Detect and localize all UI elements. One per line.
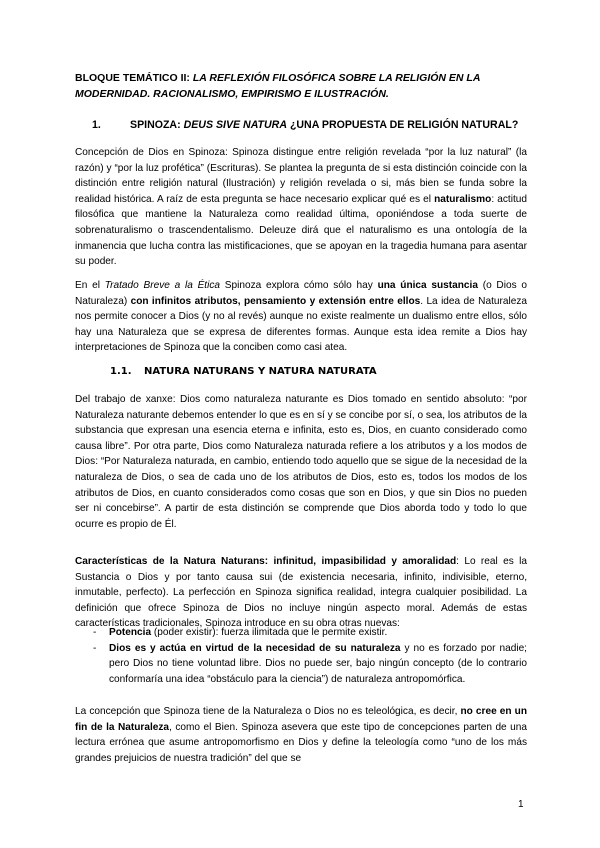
section-1-heading	[92, 118, 532, 132]
p2-bold-sustancia: una única sustancia	[377, 280, 478, 291]
section-1-rest: ¿UNA PROPUESTA DE RELIGIÓN NATURAL?	[289, 119, 519, 131]
block-heading-lead: BLOQUE TEMÁTICO II:	[75, 72, 190, 84]
page-number: 1	[518, 799, 524, 810]
section-1-1-title: NATURA NATURANS Y NATURA NATURATA	[144, 366, 377, 377]
list-dash: -	[93, 642, 97, 654]
paragraph-4	[75, 554, 527, 632]
list-item-1-text: (poder existir): fuerza ilimitada que le permite existir.	[151, 627, 388, 638]
p4-text-b: : Lo real es la Sustancia o Dios y por tanto causa sui (de existencia necesaria, infinito, indivisible, eterno, inmutable, perfecto). La perfección en Spinoza significa realidad, integra cualquier posibilidad. La definición que ofrece Spinoza de Dios no incluye ningún aspecto moral. Además de estas características tradicionales, Spinoza introduce en su obra otras nuevas:	[75, 556, 527, 630]
list-item-2-bold: Dios es y actúa en virtud de la necesidad de su naturaleza	[109, 642, 401, 654]
block-heading-title: LA REFLEXIÓN FILOSÓFICA SOBRE LA RELIGIÓN EN LA MODERNIDAD. RACIONALISMO, EMPIRISMO E ILUSTRACIÓN.	[75, 72, 481, 100]
p4-bold-caracteristicas: Características de la Natura Naturans: infinitud, impasibilidad y amoralidad	[75, 556, 457, 567]
paragraph-5	[75, 704, 527, 766]
list-item-1-bold: Potencia	[109, 627, 152, 638]
paragraph-3	[75, 392, 527, 532]
section-1-italic: DEUS SIVE NATURA	[183, 119, 287, 131]
p2-text-a: En el	[75, 280, 105, 291]
p2-text-g: . La idea de Naturaleza nos permite conocer a Dios (y no al revés) aunque no existe realmente un dualismo entre ellos, sólo hay una Naturaleza que se expresa de diferentes formas. Aunque esta idea remite a Dios hay interpretaciones de Spinoza que la conciben como casi atea.	[75, 295, 527, 354]
section-1-1-heading	[110, 365, 530, 379]
section-1-1-number: 1.1.	[110, 366, 132, 377]
list-item	[75, 641, 527, 688]
list-item-2-text: y no es forzado por nadie; pero Dios no tiene voluntad libre. Dios no puede ser, bajo ningún concepto (de lo contrario conformaría una idea “obstáculo para la ciencia”) de naturaleza antropomórfica.	[109, 642, 527, 685]
block-heading	[75, 70, 527, 102]
p5-text-a: La concepción que Spinoza tiene de la Naturaleza o Dios no es teleológica, es decir,	[75, 706, 461, 717]
p2-book-title: Tratado Breve a la Ética	[104, 280, 221, 291]
p3-text: Del trabajo de xanxe: Dios como naturaleza naturante es Dios tomado en sentido absoluto: “por Naturaleza naturante debemos entender lo que es en sí y se concibe por sí, o sea, los atributos de la substancia que expresan una esencia eterna e infinita, esto es, Dios, en cuanto considerado como causa libre”. Por otra parte, Dios como Naturaleza naturada refiere a los atributos y a los modos de Dios: “Por Naturaleza naturada, en cambio, entiendo todo aquello que se sigue de la necesidad de la naturaleza de Dios, o sea de cada uno de los atributos de Dios, esto es, todos los modos de los atributos de Dios, en cuanto considerados como cosas que son en Dios, y que sin Dios no pueden ser ni concebirse”. A partir de esta distinción se comprende que Dios aborda todo y todo lo que ocurre es propio de Él.	[75, 394, 527, 530]
p1-text-c: : actitud filosófica que mantiene la Naturaleza como realidad última, oponiéndose a toda suerte de sobrenaturalismo o trascendentalismo. Deleuze dirá que el naturalismo es una ontología de la inmanencia que lucha contra las mistificaciones, que se apoyan en la tragedia humana para asentar su poder.	[75, 193, 527, 268]
section-1-lead: SPINOZA:	[130, 119, 181, 131]
p2-text-c: Spinoza explora cómo sólo hay	[220, 280, 378, 291]
p1-naturalismo: naturalismo	[434, 193, 492, 205]
p5-text-c: , como el Bien. Spinoza asevera que este tipo de concepciones parten de una lectura errónea que asume antropomorfismo en Dios y define la teleología como “uno de los más grandes prejuicios de nuestra tradición” del que se	[75, 721, 528, 764]
characteristics-list	[75, 625, 527, 687]
list-dash: -	[93, 627, 97, 638]
paragraph-2	[75, 278, 527, 356]
p1-text-a: Concepción de Dios en Spinoza: Spinoza distingue entre religión revelada “por la luz natural” (la razón) y “por la luz profética” (Escrituras). Se plantea la pregunta de si esta distinción coincide con la distinción entre religión natural (Ilustración) y religión revelada o si, más bien se funda sobre la realidad histórica. A raíz de esta pregunta se hace necesario explicar qué es el	[75, 147, 527, 205]
section-1-number: 1.	[92, 119, 101, 131]
paragraph-1	[75, 145, 527, 270]
list-item	[75, 625, 527, 641]
p2-bold-atributos: con infinitos atributos, pensamiento y extensión entre ellos	[130, 295, 421, 307]
p2-text-e: (o Dios o Naturaleza)	[75, 280, 527, 307]
p5-bold-fin: no cree en un fin de la Naturaleza	[75, 706, 528, 733]
